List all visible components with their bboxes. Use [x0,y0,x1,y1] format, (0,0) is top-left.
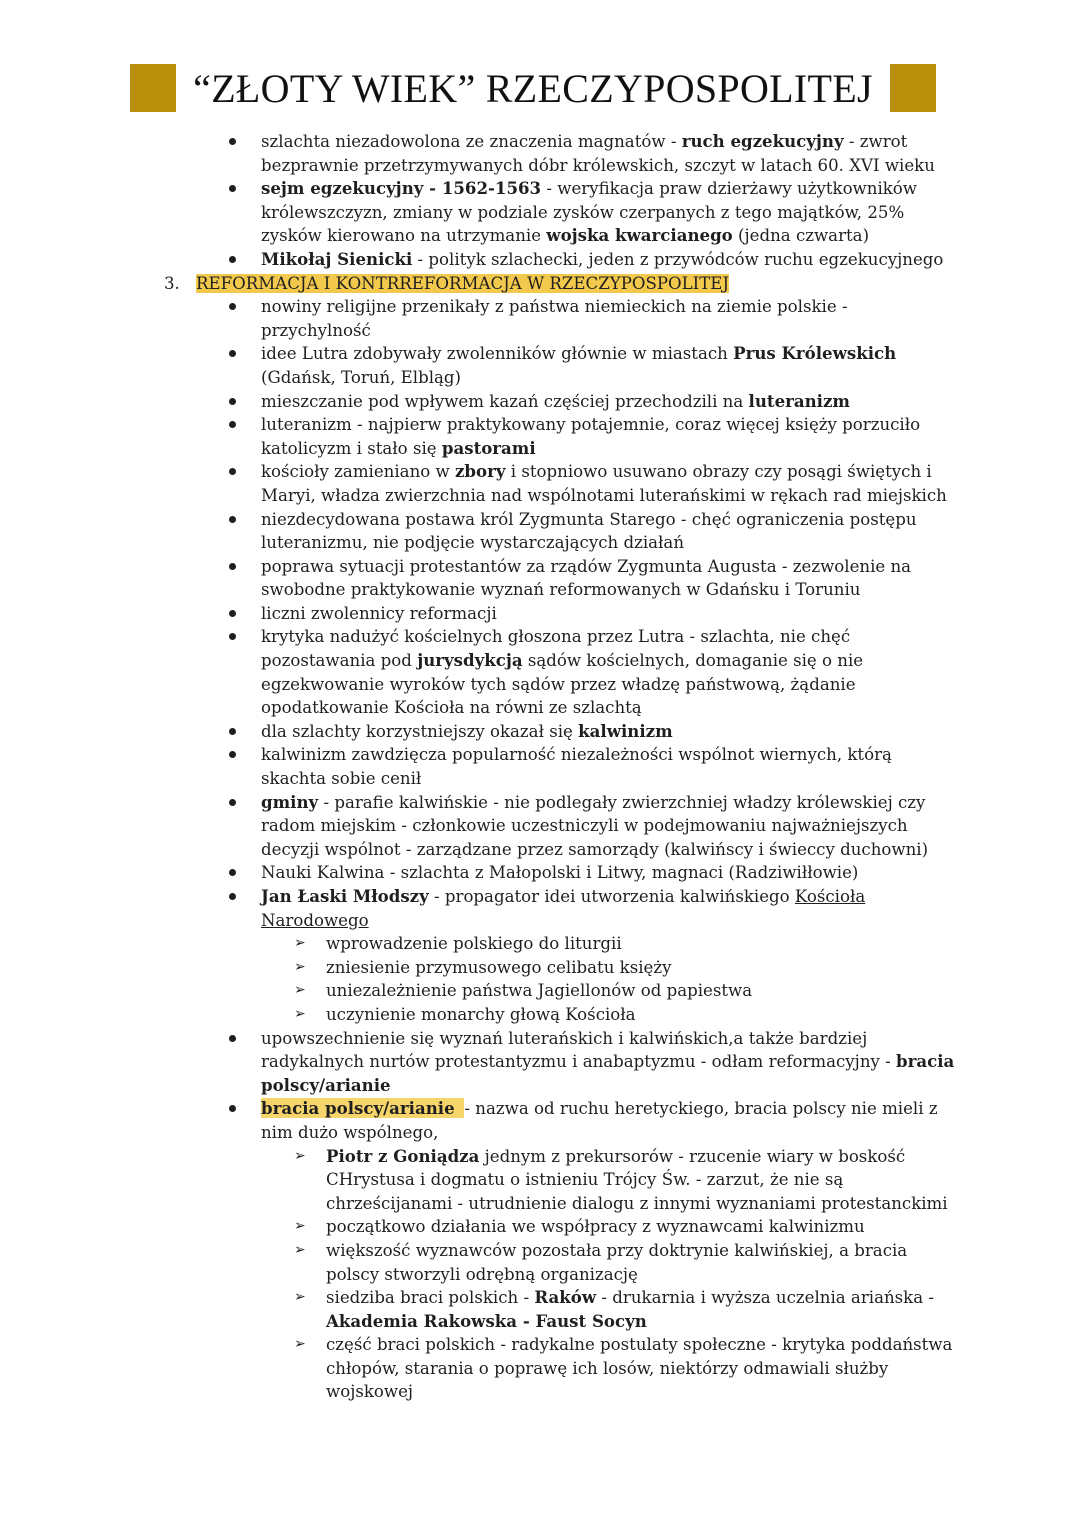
sub-list-item: ➢ uczynienie monarchy głową Kościoła [0,1003,1080,1027]
list-item: kościoły zamieniano w zbory i stopniowo usuwano obrazy czy posągi świętych i Maryi, władza zwierzchnia nad wspólnotami luterańskimi w rękach rad miejskich [0,460,1080,507]
section-bullet-list [0,295,1080,932]
document-body [0,130,1080,1404]
list-item: niezdecydowana postawa król Zygmunta Starego - chęć ograniczenia postępu luteranizmu, nie podjęcie wystarczających działań [0,508,1080,555]
list-item: poprawa sytuacji protestantów za rządów Zygmunta Augusta - zezwolenie na swobodne praktykowanie wyznań reformowanych w Gdańsku i Toruniu [0,555,1080,602]
list-item: krytyka nadużyć kościelnych głoszona przez Lutra - szlachta, nie chęć pozostawania pod jurysdykcją sądów kościelnych, domaganie się o nie egzekwowanie wyroków tych sądów przez władzę państwową, żądanie opodatkowanie Kościoła na równi ze szlachtą [0,625,1080,719]
sub-list-item: ➢ większość wyznawców pozostała przy doktrynie kalwińskiej, a bracia polscy stworzyli odrębną organizację [0,1239,1080,1286]
list-item: mieszczanie pod wpływem kazań częściej przechodzili na luteranizm [0,390,1080,414]
list-item: sejm egzekucyjny - 1562-1563 - weryfikacja praw dzierżawy użytkowników królewszczyzn, zmiany w podziale zysków czerpanych z tego majątków, 25% zysków kierowano na utrzymanie wojska kwarcianego (jedna czwarta) [0,177,1080,248]
list-item: Nauki Kalwina - szlachta z Małopolski i Litwy, magnaci (Radziwiłłowie) [0,861,1080,885]
list-item: bracia polscy/arianie - nazwa od ruchu heretyckiego, bracia polscy nie mieli z nim dużo wspólnego, [0,1097,1080,1144]
list-item: luteranizm - najpierw praktykowany potajemnie, coraz więcej księży porzuciło katolicyzm i stało się pastorami [0,413,1080,460]
sub-list-item: ➢ część braci polskich - radykalne postulaty społeczne - krytyka poddaństwa chłopów, starania o poprawę ich losów, niektórzy odmawiali służby wojskowej [0,1333,1080,1404]
list-item: Mikołaj Sienicki - polityk szlachecki, jeden z przywódców ruchu egzekucyjnego [0,248,1080,272]
sub-list-item: ➢ wprowadzenie polskiego do liturgii [0,932,1080,956]
list-item: upowszechnienie się wyznań luterańskich i kalwińskich,a także bardziej radykalnych nurtów protestantyzmu i anabaptyzmu - odłam reformacyjny - bracia polscy/arianie [0,1027,1080,1098]
list-item: kalwinizm zawdzięcza popularność niezależności wspólnot wiernych, którą skachta sobie cenił [0,743,1080,790]
list-item: nowiny religijne przenikały z państwa niemieckich na ziemie polskie - przychylność [0,295,1080,342]
list-item: idee Lutra zdobywały zwolenników głównie w miastach Prus Królewskich (Gdańsk, Toruń, Elbląg) [0,342,1080,389]
sub-list-laski [0,932,1080,1026]
sub-list-item: ➢ zniesienie przymusowego celibatu księży [0,956,1080,980]
section-heading [0,272,1080,296]
list-item: Jan Łaski Młodszy - propagator idei utworzenia kalwińskiego Kościoła Narodowego [0,885,1080,932]
section-title: REFORMACJA I KONTRREFORMACJA W RZECZYPOSPOLITEJ [196,273,730,293]
sub-list-item: ➢ uniezależnienie państwa Jagiellonów od papiestwa [0,979,1080,1003]
sub-list-item: ➢ początkowo działania we współpracy z wyznawcami kalwinizmu [0,1215,1080,1239]
title-accent-left [130,64,176,112]
section-bullet-list-continued [0,1027,1080,1145]
sub-list-arianie [0,1145,1080,1405]
sub-list-item: ➢ Piotr z Goniądza jednym z prekursorów - rzucenie wiary w boskość CHrystusa i dogmatu o istnieniu Trójcy Św. - zarzut, że nie są chrześcijanami - utrudnienie dialogu z innymi wyznaniami protestanckimi [0,1145,1080,1216]
title-bar [130,64,940,114]
list-item: dla szlachty korzystniejszy okazał się kalwinizm [0,720,1080,744]
list-item: liczni zwolennicy reformacji [0,602,1080,626]
sub-list-item: ➢ siedziba braci polskich - Raków - drukarnia i wyższa uczelnia ariańska -Akademia Rakowska - Faust Socyn [0,1286,1080,1333]
section-number: 3. [164,273,180,293]
list-item: szlachta niezadowolona ze znaczenia magnatów - ruch egzekucyjny - zwrot bezprawnie przetrzymywanych dóbr królewskich, szczyt w latach 60. XVI wieku [0,130,1080,177]
list-item: gminy - parafie kalwińskie - nie podlegały zwierzchniej władzy królewskiej czy radom miejskim - członkowie uczestniczyli w podejmowaniu najważniejszych decyzji wspólnot - zarządzane przez samorządy (kalwińscy i świeccy duchowni) [0,791,1080,862]
title-accent-right [890,64,936,112]
top-bullet-list [0,130,1080,272]
page-title: “ZŁOTY WIEK” RZECZYPOSPOLITEJ [193,66,873,111]
